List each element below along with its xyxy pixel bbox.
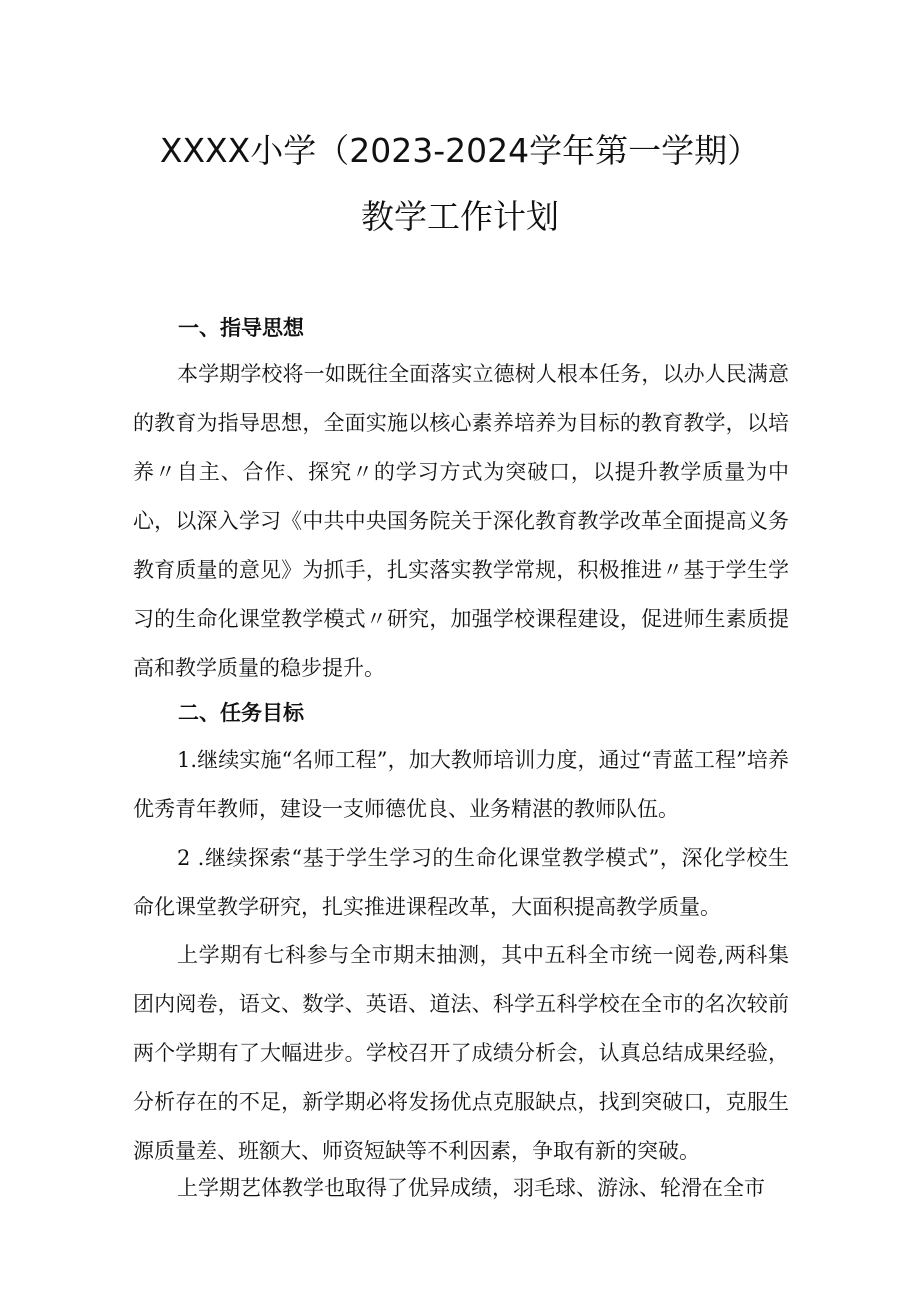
- section-heading-guiding-ideology: 一、指导思想: [178, 316, 304, 340]
- paragraph-arts-sports: 上学期艺体教学也取得了优异成绩，羽毛球、游泳、轮滑在全市: [177, 1176, 765, 1200]
- document-title-line-2: 教学工作计划: [361, 197, 559, 236]
- paragraph-guiding-ideology: 本学期学校将一如既往全面落实立德树人根本任务，以办人民满意的教育为指导思想，全面实施以核心素养培养为目标的教育教学，以培养〃自主、合作、探究〃的学习方式为突破口，以提升教学质量为中心，以深入学习《中共中央国务院关于深化教育教学改革全面提高义务教育质量的意见》为抓手，扎实落实教学常规，积极推进〃基于学生学习的生命化课堂教学模式〃研究，加强学校课程建设，促进师生素质提高和教学质量的稳步提升。: [133, 362, 789, 680]
- document-title-line-1: XXXX小学（2023-2024学年第一学期）: [159, 131, 761, 170]
- paragraph-goal-1: 1.继续实施“名师工程”，加大教师培训力度，通过“青蓝工程”培养优秀青年教师，建设一支师德优良、业务精湛的教师队伍。: [133, 748, 789, 821]
- paragraph-exam-results: 上学期有七科参与全市期末抽测，其中五科全市统一阅卷,两科集团内阅卷，语文、数学、英语、道法、科学五科学校在全市的名次较前两个学期有了大幅进步。学校召开了成绩分析会，认真总结成果经验，分析存在的不足，新学期必将发扬优点克服缺点，找到突破口，克服生源质量差、班额大、师资短缺等不利因素，争取有新的突破。: [133, 943, 789, 1163]
- paragraph-goal-2: 2 .继续探索“基于学生学习的生命化课堂教学模式”，深化学校生命化课堂教学研究，扎实推进课程改革，大面积提高教学质量。: [133, 846, 789, 919]
- section-heading-task-goals: 二、任务目标: [178, 701, 304, 725]
